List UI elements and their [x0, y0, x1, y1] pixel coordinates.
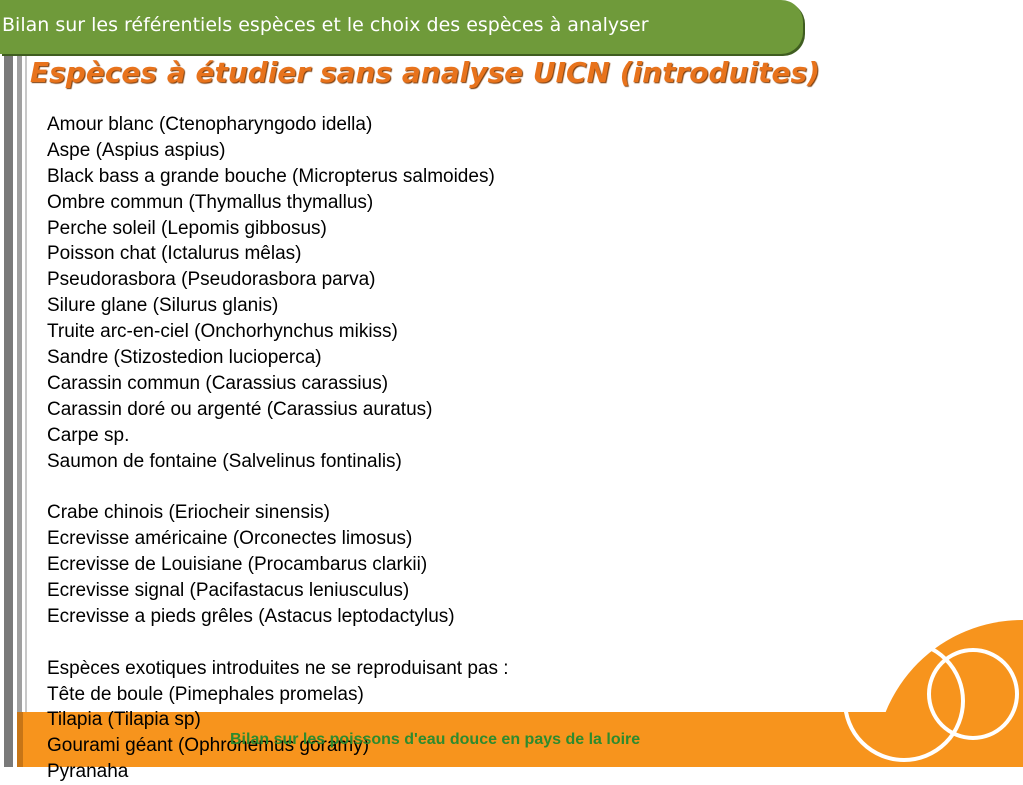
footer-text: Bilan sur les poissons d'eau douce en pays de la loire: [230, 731, 641, 748]
list-item: Black bass a grande bouche (Micropterus salmoides): [47, 165, 495, 187]
list-item: Tilapia (Tilapia sp): [47, 709, 201, 731]
list-item: Gourami géant (Ophronemus goramy): [47, 735, 370, 757]
footer-band-edge: [17, 712, 23, 767]
list-item: Aspe (Aspius aspius): [47, 139, 226, 161]
list-item: Amour blanc (Ctenopharyngodo idella): [47, 114, 373, 135]
list-item: Pseudorasbora (Pseudorasbora parva): [47, 269, 376, 291]
list-item: Perche soleil (Lepomis gibbosus): [47, 217, 327, 239]
list-item: Ecrevisse de Louisiane (Procambarus clarkii): [47, 554, 428, 576]
list-item: Sandre (Stizostedion lucioperca): [47, 347, 322, 369]
left-decor-bar: [4, 0, 13, 767]
list-spacer: [47, 474, 747, 500]
list-item: Saumon de fontaine (Salvelinus fontinalis): [47, 450, 402, 472]
list-item: Tête de boule (Pimephales promelas): [47, 683, 364, 705]
list-item: Carassin doré ou argenté (Carassius auratus): [47, 398, 433, 420]
header-title: Bilan sur les référentiels espèces et le choix des espèces à analyser: [2, 14, 649, 36]
list-item: Silure glane (Silurus glanis): [47, 295, 279, 317]
list-spacer: [47, 630, 747, 656]
list-item: Poisson chat (Ictalurus mêlas): [47, 243, 302, 265]
decor-ring-small: [927, 648, 1019, 740]
list-item: Truite arc-en-ciel (Onchorhynchus mikiss): [47, 321, 398, 343]
list-item: Pyranaha: [47, 761, 129, 783]
species-list: [47, 112, 747, 785]
list-item: Ecrevisse américaine (Orconectes limosus): [47, 528, 413, 550]
slide-title: Espèces à étudier sans analyse UICN (introduites): [30, 56, 820, 89]
list-item: Ombre commun (Thymallus thymallus): [47, 191, 374, 213]
list-item: Carpe sp.: [47, 424, 130, 446]
list-item: Ecrevisse signal (Pacifastacus leniusculus): [47, 580, 410, 602]
list-item: Crabe chinois (Eriocheir sinensis): [47, 502, 330, 524]
list-heading: Espèces exotiques introduites ne se reproduisant pas :: [47, 657, 509, 679]
left-decor-bar-3: [25, 0, 27, 767]
list-item: Ecrevisse a pieds grêles (Astacus leptodactylus): [47, 605, 455, 627]
list-item: Carassin commun (Carassius carassius): [47, 372, 389, 394]
header-banner: [0, 0, 803, 54]
